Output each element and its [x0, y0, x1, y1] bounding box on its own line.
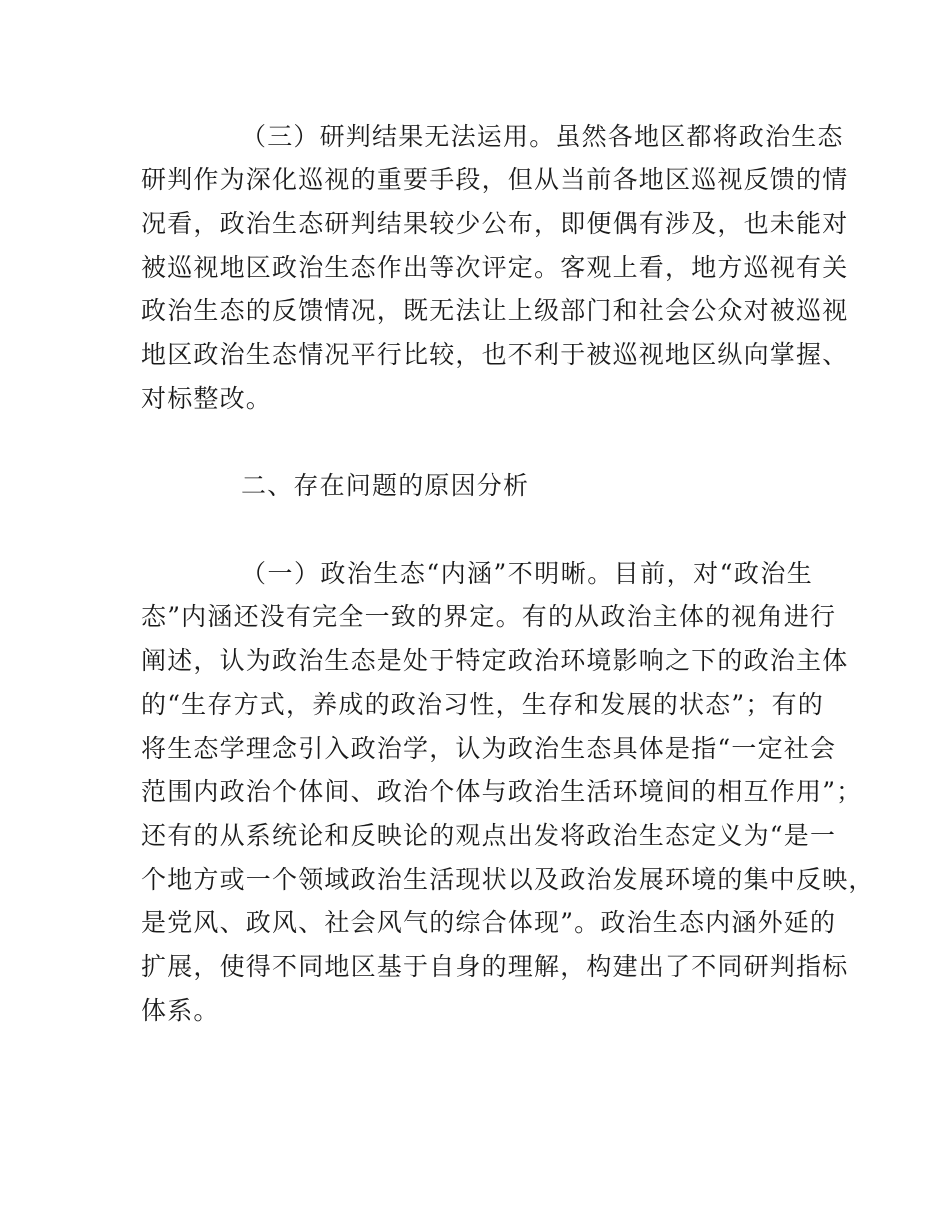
section-heading: 二、存在问题的原因分析	[241, 471, 530, 500]
paragraph-line: 还有的从系统论和反映论的观点出发将政治生态定义为“是一	[141, 821, 837, 850]
paragraph-line: 扩展，使得不同地区基于自身的理解，构建出了不同研判指标	[141, 952, 849, 981]
paragraph-line: （一）政治生态“内涵”不明晰。目前，对“政治生	[241, 559, 813, 588]
paragraph-line: 态”内涵还没有完全一致的界定。有的从政治主体的视角进行	[141, 602, 837, 631]
paragraph-line: 阐述，认为政治生态是处于特定政治环境影响之下的政治主体	[141, 646, 849, 675]
paragraph-line: 将生态学理念引入政治学，认为政治生态具体是指“一定社会	[141, 734, 837, 763]
paragraph-line: 况看，政治生态研判结果较少公布，即便偶有涉及，也未能对	[141, 209, 849, 238]
paragraph-line: 被巡视地区政治生态作出等次评定。客观上看，地方巡视有关	[141, 253, 849, 282]
paragraph-line: 研判作为深化巡视的重要手段，但从当前各地区巡视反馈的情	[141, 165, 849, 194]
paragraph-line: 地区政治生态情况平行比较，也不利于被巡视地区纵向掌握、	[141, 340, 849, 369]
paragraph-line: 政治生态的反馈情况，既无法让上级部门和社会公众对被巡视	[141, 296, 849, 325]
paragraph-line: 个地方或一个领域政治生活现状以及政治发展环境的集中反映，	[141, 865, 875, 894]
paragraph-line: 是党风、政风、社会风气的综合体现”。政治生态内涵外延的	[141, 908, 837, 937]
paragraph-line: （三）研判结果无法运用。虽然各地区都将政治生态	[241, 122, 844, 151]
paragraph-line: 的“生存方式，养成的政治习性，生存和发展的状态”；有的	[141, 690, 824, 719]
paragraph-line: 体系。	[141, 996, 220, 1025]
paragraph-line: 范围内政治个体间、政治个体与政治生活环境间的相互作用”；	[141, 777, 863, 806]
paragraph-line: 对标整改。	[141, 384, 273, 413]
